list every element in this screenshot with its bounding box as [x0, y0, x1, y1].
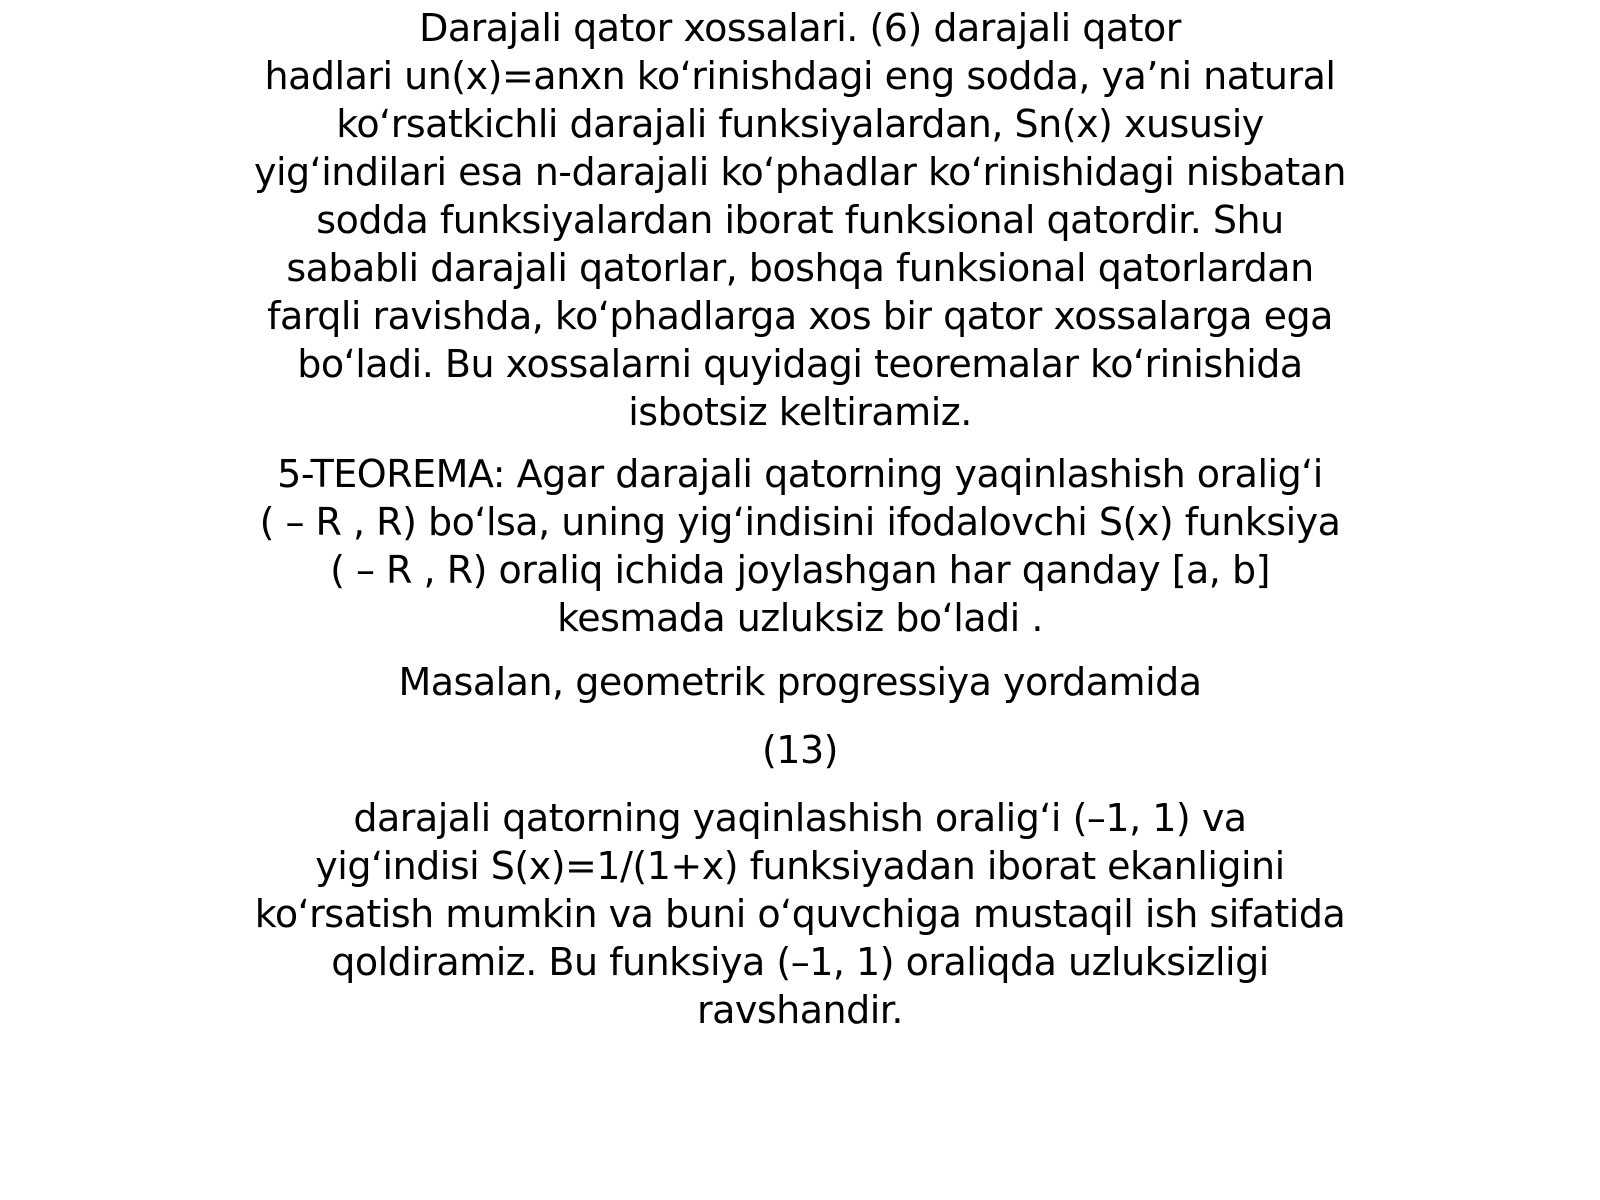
text-line: sababli darajali qatorlar, boshqa funksional qatorlardan [286, 246, 1314, 290]
example-paragraph [200, 658, 1400, 706]
text-line: kesmada uzluksiz bo‘ladi . [557, 596, 1043, 640]
text-line: farqli ravishda, ko‘phadlarga xos bir qator xossalarga ega [267, 294, 1333, 338]
text-line: bo‘ladi. Bu xossalarni quyidagi teoremalar ko‘rinishida [297, 342, 1303, 386]
text-line: (13) [761, 728, 838, 772]
equation-number [200, 726, 1400, 774]
text-line: ravshandir. [696, 988, 904, 1032]
text-line: 5-TEOREMA: Agar darajali qatorning yaqinlashish oralig‘i [277, 452, 1323, 496]
intro-paragraph [200, 4, 1400, 436]
text-line: qoldiramiz. Bu funksiya (–1, 1) oraliqda uzluksizligi [331, 940, 1269, 984]
text-line: ( – R , R) oraliq ichida joylashgan har qanday [a, b] [330, 548, 1270, 592]
text-line: sodda funksiyalardan iborat funksional qatordir. Shu [316, 198, 1284, 242]
conclusion-paragraph [200, 794, 1400, 1034]
theorem-paragraph [200, 450, 1400, 642]
text-line: Masalan, geometrik progressiya yordamida [398, 660, 1202, 704]
text-line: ko‘rsatkichli darajali funksiyalardan, Sn(x) xususiy [336, 102, 1264, 146]
text-line: darajali qatorning yaqinlashish oralig‘i (–1, 1) va [353, 796, 1247, 840]
slide-text-body [200, 4, 1400, 1046]
text-line: yig‘indilari esa n-darajali ko‘phadlar ko‘rinishidagi nisbatan [253, 150, 1347, 194]
text-line: Darajali qator xossalari. (6) darajali qator [419, 6, 1181, 50]
text-line: ( – R , R) bo‘lsa, uning yig‘indisini ifodalovchi S(x) funksiya [259, 500, 1341, 544]
text-line: isbotsiz keltiramiz. [628, 390, 972, 434]
text-line: hadlari un(x)=anxn ko‘rinishdagi eng sodda, ya’ni natural [264, 54, 1336, 98]
text-line: yig‘indisi S(x)=1/(1+x) funksiyadan iborat ekanligini [315, 844, 1285, 888]
text-line: ko‘rsatish mumkin va buni o‘quvchiga mustaqil ish sifatida [254, 892, 1346, 936]
